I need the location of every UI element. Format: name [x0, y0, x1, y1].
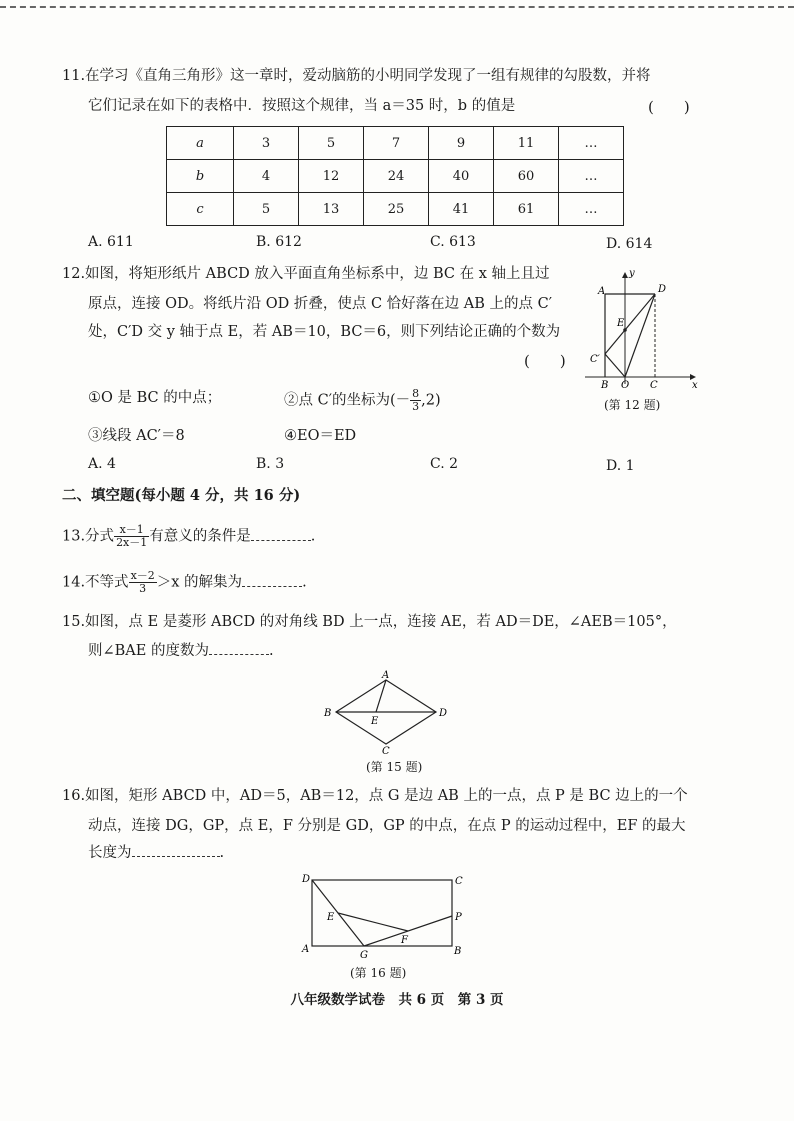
segment-ef — [338, 913, 408, 931]
label-b: B — [454, 946, 462, 957]
q13-text: 有意义的条件是 — [149, 528, 251, 545]
q12-option-d: D. 1 — [606, 458, 635, 474]
q12-caption: (第 12 题) — [604, 398, 661, 412]
table-cell: 5 — [299, 127, 364, 160]
segment-ocp — [605, 354, 625, 377]
q15-figure — [318, 668, 458, 756]
q16-line1: 16.如图，矩形 ABCD 中，AD＝5，AB＝12，点 G 是边 AB 上的一点，点 P 是 BC 边上的一个 — [62, 788, 688, 804]
table-cell: … — [559, 193, 624, 226]
label-a: A — [382, 670, 390, 681]
q11-option-b: B. 612 — [256, 234, 302, 250]
label-a: A — [598, 286, 606, 297]
answer-blank[interactable] — [209, 640, 269, 655]
label-e: E — [617, 318, 625, 329]
label-o: O — [621, 380, 630, 391]
q13-end: . — [310, 528, 316, 545]
q11-answer-bracket: ( ) — [648, 98, 690, 116]
q12-statement-3: ③线段 AC′＝8 — [88, 428, 185, 444]
q12-option-c: C. 2 — [430, 456, 459, 472]
q12-statement-2-close: ,2) — [421, 392, 441, 409]
answer-blank[interactable] — [251, 526, 311, 541]
q12-statement-2 — [284, 388, 441, 413]
fraction-denominator: 3 — [139, 582, 147, 595]
label-d: D — [439, 708, 448, 719]
table-cell: 61 — [494, 193, 559, 226]
table-cell: 13 — [299, 193, 364, 226]
label-b: B — [324, 708, 332, 719]
q15-end: . — [268, 643, 274, 659]
table-cell: 24 — [364, 160, 429, 193]
q14-prefix: 14.不等式 — [62, 574, 129, 591]
y-axis-arrow — [622, 272, 628, 278]
label-x: x — [692, 380, 698, 391]
q14-fraction — [129, 570, 157, 595]
q12-line3: 处，C′D 交 y 轴于点 E，若 AB＝10，BC＝6，则下列结论正确的个数为 — [88, 324, 561, 340]
table-cell: … — [559, 160, 624, 193]
q11-line1: 11.在学习《直角三角形》这一章时，爱动脑筋的小明同学发现了一组有规律的勾股数，并将 — [62, 68, 651, 84]
q12-fraction — [410, 388, 421, 413]
table-cell: 3 — [234, 127, 299, 160]
fraction-denominator: 3 — [412, 400, 420, 413]
label-e: E — [327, 912, 335, 923]
q16-end: . — [219, 845, 225, 861]
table-cell: 9 — [429, 127, 494, 160]
label-c: C — [382, 746, 390, 756]
label-d: D — [658, 284, 667, 295]
q16-line3 — [88, 842, 224, 863]
q12-statement-1: ①O 是 BC 的中点； — [88, 390, 222, 406]
table-cell: 11 — [494, 127, 559, 160]
q12-answer-bracket: ( ) — [524, 352, 566, 370]
label-c: C — [650, 380, 658, 391]
label-d: D — [302, 874, 311, 885]
q14-text: ＞x 的解集为 — [156, 574, 243, 591]
q12-option-b: B. 3 — [256, 456, 285, 472]
pythagorean-table — [166, 126, 624, 226]
segment-cpd — [605, 294, 655, 354]
fraction-numerator: x－2 — [130, 569, 155, 582]
fraction-denominator: 2x－1 — [116, 536, 148, 549]
table-cell: 5 — [234, 193, 299, 226]
q14 — [62, 570, 307, 595]
q16-text: 长度为 — [88, 845, 132, 861]
q12-line1: 12.如图，将矩形纸片 ABCD 放入平面直角坐标系中，边 BC 在 x 轴上且过 — [62, 266, 550, 282]
q15-caption: (第 15 题) — [366, 760, 423, 774]
table-row — [167, 127, 624, 160]
q12-line2: 原点，连接 OD。将纸片沿 OD 折叠，使点 C 恰好落在边 AB 上的点 C′ — [88, 296, 553, 312]
section-title-fill-in: 二、填空题(每小题 4 分，共 16 分) — [62, 487, 301, 504]
label-e: E — [371, 716, 379, 727]
q16-figure — [296, 868, 480, 964]
q11-option-a: A. 611 — [88, 234, 134, 250]
table-cell: 7 — [364, 127, 429, 160]
table-cell: 4 — [234, 160, 299, 193]
label-c-prime: C′ — [590, 354, 600, 365]
q16-line2: 动点，连接 DG，GP，点 E，F 分别是 GD，GP 的中点，在点 P 的运动过程中，EF 的最大 — [88, 818, 686, 834]
page-footer: 八年级数学试卷 共 6 页 第 3 页 — [290, 992, 504, 1008]
table-cell: 25 — [364, 193, 429, 226]
answer-blank[interactable] — [132, 842, 220, 857]
q12-statement-2-open: (－ — [390, 392, 411, 409]
fraction-numerator: x－1 — [114, 524, 149, 537]
q13 — [62, 524, 315, 549]
q14-end: . — [302, 574, 307, 591]
q13-prefix: 13.分式 — [62, 528, 115, 545]
table-cell: 60 — [494, 160, 559, 193]
table-cell: b — [167, 160, 234, 193]
q12-statement-4: ④EO＝ED — [284, 428, 357, 444]
fraction-numerator: 8 — [412, 387, 420, 400]
label-f: F — [401, 935, 408, 946]
q11-line2: 它们记录在如下的表格中．按照这个规律，当 a＝35 时，b 的值是 — [88, 98, 516, 114]
q15-line2 — [88, 640, 274, 661]
q12-statement-2-text: ②点 C′的坐标为 — [284, 392, 390, 409]
table-cell: a — [167, 127, 234, 160]
answer-blank[interactable] — [242, 572, 302, 587]
top-border — [0, 6, 794, 8]
table-row — [167, 193, 624, 226]
q15-text: 则∠BAE 的度数为 — [88, 643, 209, 659]
label-b: B — [601, 380, 609, 391]
q12-figure — [580, 264, 700, 394]
label-y: y — [629, 268, 635, 279]
table-cell: 40 — [429, 160, 494, 193]
label-a: A — [302, 944, 310, 955]
label-g: G — [360, 950, 368, 961]
table-cell: 12 — [299, 160, 364, 193]
q13-fraction — [114, 524, 149, 549]
q16-caption: (第 16 题) — [350, 966, 407, 980]
table-cell: … — [559, 127, 624, 160]
q15-line1: 15.如图，点 E 是菱形 ABCD 的对角线 BD 上一点，连接 AE，若 AD＝DE，∠AEB＝105°， — [62, 614, 677, 630]
table-row — [167, 160, 624, 193]
q12-option-a: A. 4 — [88, 456, 116, 472]
q11-option-c: C. 613 — [430, 234, 476, 250]
q11-option-d: D. 614 — [606, 236, 653, 252]
table-cell: c — [167, 193, 234, 226]
label-p: P — [455, 912, 462, 923]
label-c: C — [455, 876, 463, 887]
segment-od — [625, 294, 655, 377]
table-cell: 41 — [429, 193, 494, 226]
